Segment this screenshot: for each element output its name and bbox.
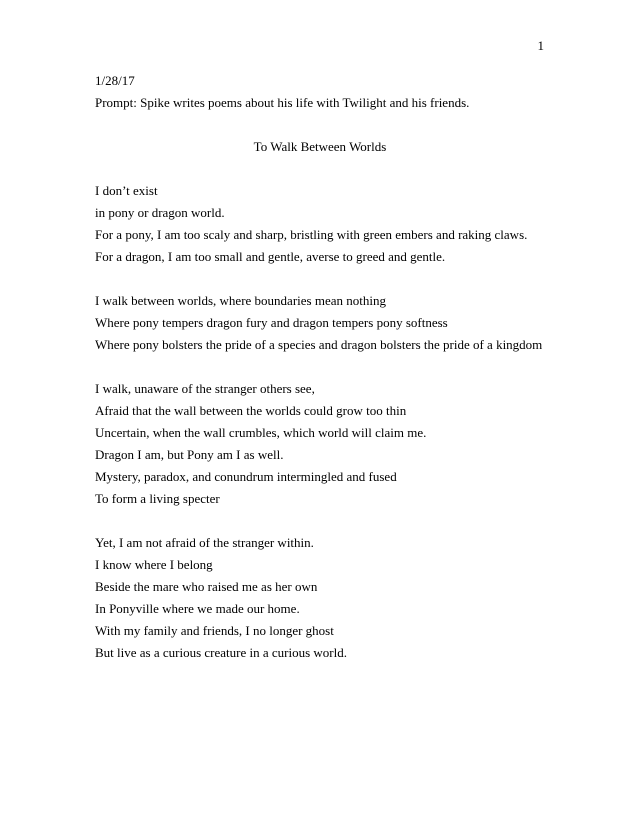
poem-line: Mystery, paradox, and conundrum intermingled and fused bbox=[95, 469, 397, 484]
stanza-break bbox=[95, 356, 565, 378]
prompt-line: Prompt: Spike writes poems about his life with Twilight and his friends. bbox=[95, 95, 470, 110]
document-body bbox=[95, 70, 565, 664]
poem-line: In Ponyville where we made our home. bbox=[95, 601, 300, 616]
poem-line: Where pony tempers dragon fury and dragon tempers pony softness bbox=[95, 315, 448, 330]
poem-line: Where pony bolsters the pride of a species and dragon bolsters the pride of a kingdom bbox=[95, 337, 543, 352]
poem-line: Yet, I am not afraid of the stranger within. bbox=[95, 535, 314, 550]
poem-line: But live as a curious creature in a curious world. bbox=[95, 645, 347, 660]
poem-line: in pony or dragon world. bbox=[95, 205, 225, 220]
poem-line: Beside the mare who raised me as her own bbox=[95, 579, 318, 594]
poem-title: To Walk Between Worlds bbox=[253, 139, 387, 154]
poem-line: Afraid that the wall between the worlds could grow too thin bbox=[95, 403, 407, 418]
blank-line bbox=[95, 158, 565, 180]
blank-line bbox=[95, 114, 565, 136]
poem-line: Dragon I am, but Pony am I as well. bbox=[95, 447, 284, 462]
poem-line: For a pony, I am too scaly and sharp, bristling with green embers and raking claws. bbox=[95, 227, 528, 242]
poem-line: I walk, unaware of the stranger others see, bbox=[95, 381, 315, 396]
poem-line: To form a living specter bbox=[95, 491, 220, 506]
poem-line: I don’t exist bbox=[95, 183, 158, 198]
poem-line: I walk between worlds, where boundaries mean nothing bbox=[95, 293, 386, 308]
date-line: 1/28/17 bbox=[95, 73, 135, 88]
stanza-break bbox=[95, 268, 565, 290]
poem-line: With my family and friends, I no longer ghost bbox=[95, 623, 334, 638]
poem-line: I know where I belong bbox=[95, 557, 213, 572]
page-number: 1 bbox=[537, 38, 544, 53]
stanza-break bbox=[95, 510, 565, 532]
poem-line: For a dragon, I am too small and gentle, averse to greed and gentle. bbox=[95, 249, 446, 264]
poem-line: Uncertain, when the wall crumbles, which world will claim me. bbox=[95, 425, 427, 440]
